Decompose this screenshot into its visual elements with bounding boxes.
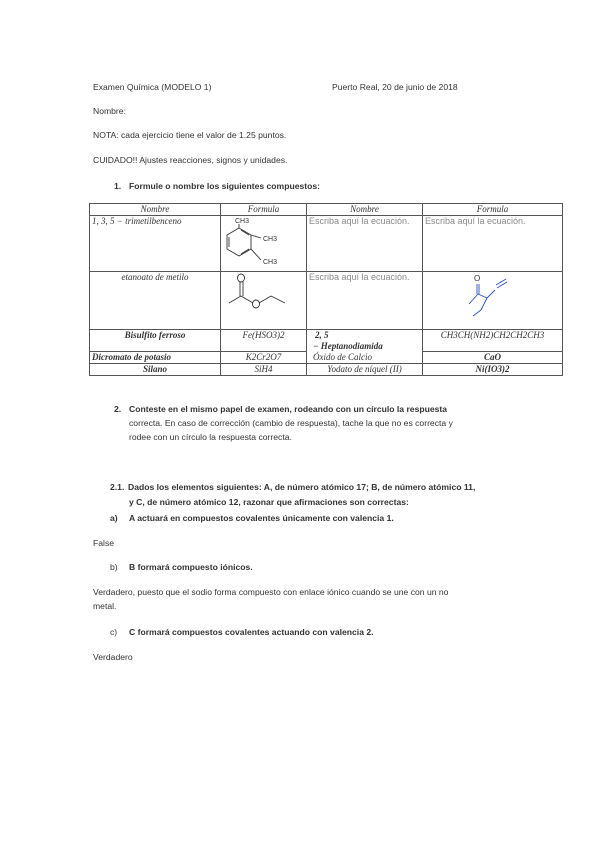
cell-nombre: 1, 3, 5 − trimetilbenceno bbox=[90, 216, 221, 272]
cell-formula: Fe(HSO3)2 bbox=[221, 330, 307, 352]
cell-formula: SiH4 bbox=[221, 364, 307, 376]
option-a-text: A actuará en compuestos covalentes únicamente con valencia 1. bbox=[129, 513, 394, 523]
heptanodiamida-locants: 2, 5 bbox=[315, 330, 329, 340]
q2-line2: correcta. En caso de corrección (cambio de respuesta), tache la que no es correcta y bbox=[129, 418, 453, 428]
q2-1-line1: Dados los elementos siguientes: A, de número atómico 17; B, de número atómico 11, bbox=[128, 482, 476, 492]
option-a-letter: a) bbox=[110, 513, 118, 523]
table-row bbox=[90, 364, 563, 376]
answer-b-line2[interactable]: metal. bbox=[93, 601, 117, 611]
option-c-letter: c) bbox=[110, 627, 118, 637]
option-b-text: B formará compuesto iónicos. bbox=[129, 562, 253, 572]
q2-number: 2. bbox=[114, 404, 122, 414]
cell-placeholder[interactable]: Escriba aquí la ecuación. bbox=[423, 216, 563, 272]
heptanodiamida-name: − Heptanodiamida bbox=[313, 341, 383, 351]
ch3-top-label: CH3 bbox=[235, 218, 250, 225]
cell-nombre: etanoato de metilo bbox=[90, 272, 221, 330]
table-header-row bbox=[90, 204, 563, 216]
compounds-table bbox=[89, 203, 563, 376]
nota-text: NOTA: cada ejercicio tiene el valor de 1.25 puntos. bbox=[93, 130, 287, 140]
q2-1-line2: y C, de número atómico 12, razonar que afirmaciones son correctas: bbox=[129, 497, 409, 507]
cell-nombre: Dicromato de potasio bbox=[90, 352, 221, 364]
ch3-bot-label: CH3 bbox=[263, 259, 278, 266]
cell-placeholder[interactable]: Escriba aquí la ecuación. bbox=[307, 216, 423, 272]
oxygen-label: O bbox=[474, 274, 481, 283]
answer-c[interactable]: Verdadero bbox=[93, 652, 133, 662]
q2-1-number: 2.1. bbox=[110, 482, 125, 492]
cell-nombre-2 bbox=[307, 330, 423, 364]
header-formula-2: Formula bbox=[423, 204, 563, 216]
cell-formula-2: CaO bbox=[423, 352, 563, 364]
cell-formula-2: CH3CH(NH2)CH2CH2CH3 bbox=[423, 330, 563, 352]
methyl-ester-structure bbox=[221, 272, 305, 326]
option-c-text: C formará compuestos covalentes actuando con valencia 2. bbox=[129, 627, 374, 637]
cell-placeholder[interactable]: Escriba aquí la ecuación. bbox=[307, 272, 423, 330]
name-label: Nombre: bbox=[93, 106, 126, 116]
table-row bbox=[90, 272, 563, 330]
trimethylbenzene-structure bbox=[221, 216, 305, 268]
answer-a[interactable]: False bbox=[93, 538, 115, 548]
cell-nombre-2: Yodato de níquel (II) bbox=[307, 364, 423, 376]
table-row bbox=[90, 216, 563, 272]
header-formula: Formula bbox=[221, 204, 307, 216]
ch3-mid-label: CH3 bbox=[263, 236, 278, 243]
oxido-calcio: Óxido de Calcio bbox=[313, 352, 372, 362]
cell-structure bbox=[423, 272, 563, 330]
cell-structure bbox=[221, 216, 307, 272]
header-nombre-2: Nombre bbox=[307, 204, 423, 216]
cell-formula: K2Cr2O7 bbox=[221, 352, 307, 364]
cell-structure bbox=[221, 272, 307, 330]
table-row bbox=[90, 330, 563, 352]
header-nombre: Nombre bbox=[90, 204, 221, 216]
exam-title: Examen Química (MODELO 1) bbox=[93, 82, 212, 92]
cell-formula-2: Ni(IO3)2 bbox=[423, 364, 563, 376]
cell-nombre: Bisulfito ferroso bbox=[90, 330, 221, 352]
alkyne-ketone-structure bbox=[423, 272, 561, 326]
cuidado-text: CUIDADO!! Ajustes reacciones, signos y unidades. bbox=[93, 155, 288, 165]
q1-number: 1. bbox=[114, 181, 122, 191]
q2-line3: rodee con un círculo la respuesta correcta. bbox=[129, 432, 292, 442]
q1-text: Formule o nombre los siguientes compuestos: bbox=[129, 181, 321, 191]
cell-nombre: Silano bbox=[90, 364, 221, 376]
q2-line1: Conteste en el mismo papel de examen, rodeando con un círculo la respuesta bbox=[129, 404, 448, 414]
place-date: Puerto Real, 20 de junio de 2018 bbox=[332, 82, 458, 92]
answer-b-line1[interactable]: Verdadero, puesto que el sodio forma compuesto con enlace iónico cuando se une con un no bbox=[93, 587, 449, 597]
option-b-letter: b) bbox=[110, 562, 118, 572]
